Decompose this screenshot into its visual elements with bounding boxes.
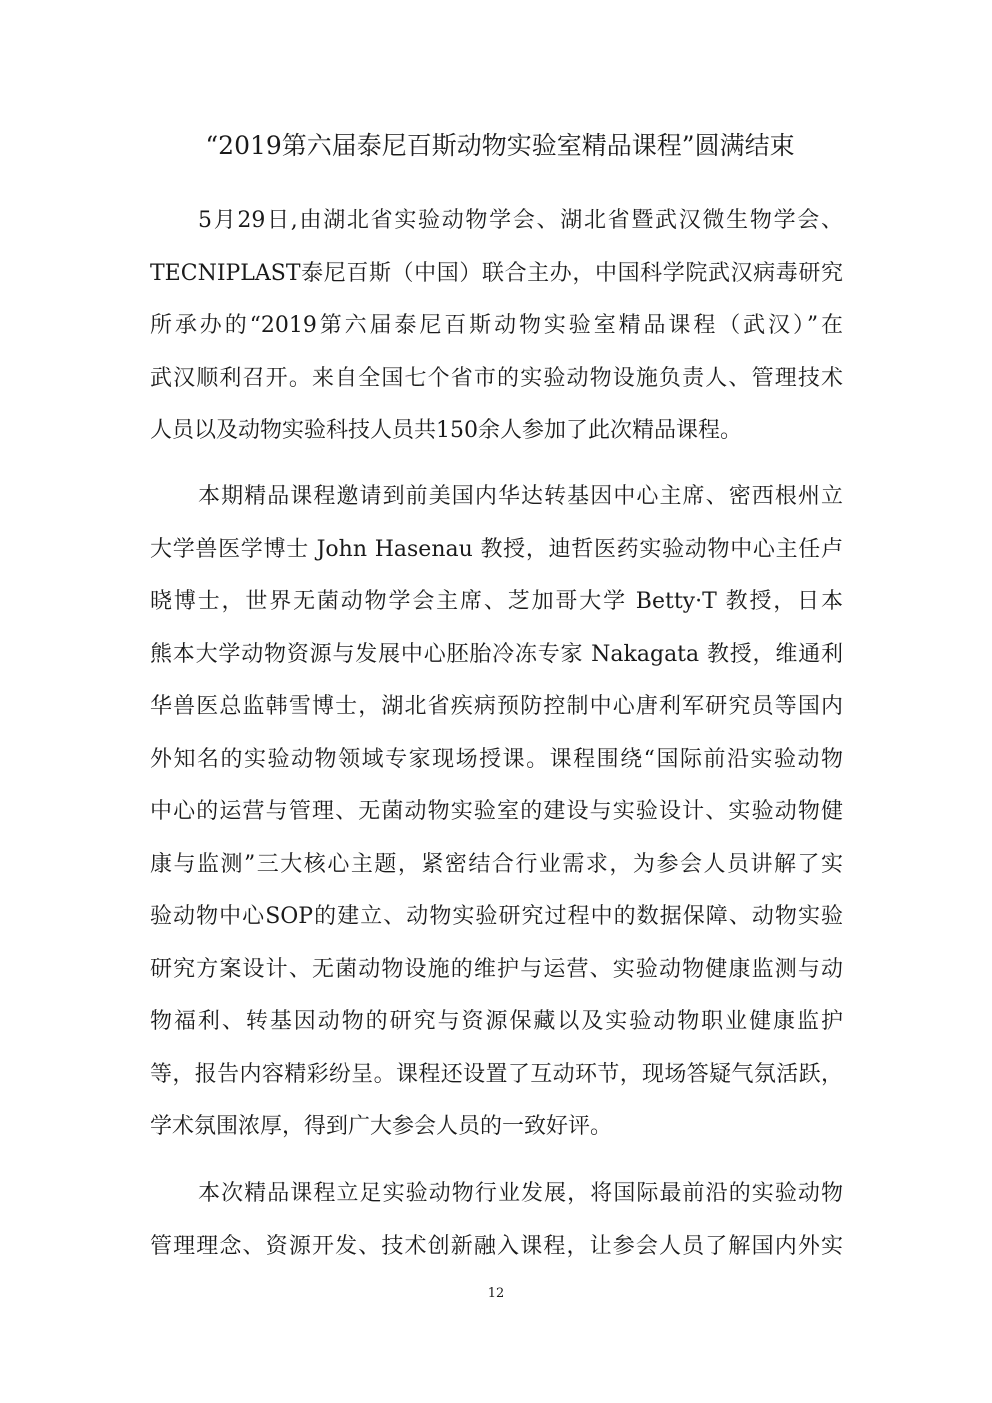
text-line: 等，报告内容精彩纷呈。课程还设置了互动环节，现场答疑气氛活跃， <box>150 1061 843 1087</box>
page-number: 12 <box>487 1286 505 1301</box>
text-line: 武汉顺利召开。来自全国七个省市的实验动物设施负责人、管理技术 <box>150 365 843 391</box>
text-line: 验动物中心SOP的建立、动物实验研究过程中的数据保障、动物实验 <box>150 904 843 929</box>
paragraph-2 <box>150 471 843 1154</box>
text-line: 康与监测”三大核心主题，紧密结合行业需求，为参会人员讲解了实 <box>150 851 843 877</box>
text-line: 本期精品课程邀请到前美国内华达转基因中心主席、密西根州立 <box>198 484 843 509</box>
paragraph-3 <box>150 1168 843 1273</box>
text-line: 人员以及动物实验科技人员共150余人参加了此次精品课程。 <box>150 418 742 443</box>
text-line: 外知名的实验动物领域专家现场授课。课程围绕“国际前沿实验动物 <box>150 746 843 772</box>
paragraph-1 <box>150 195 843 458</box>
text-line: 熊本大学动物资源与发展中心胚胎冷冻专家 Nakagata 教授，维通利 <box>150 641 843 667</box>
text-line: 本次精品课程立足实验动物行业发展，将国际最前沿的实验动物 <box>198 1181 843 1206</box>
text-line: 所承办的“2019第六届泰尼百斯动物实验室精品课程（武汉）”在 <box>150 313 843 338</box>
text-line: 大学兽医学博士 John Hasenau 教授，迪哲医药实验动物中心主任卢 <box>150 536 843 562</box>
text-line: 研究方案设计、无菌动物设施的维护与运营、实验动物健康监测与动 <box>150 956 843 982</box>
text-line: 华兽医总监韩雪博士，湖北省疾病预防控制中心唐利军研究员等国内 <box>150 694 843 719</box>
text-line: 中心的运营与管理、无菌动物实验室的建设与实验设计、实验动物健 <box>150 799 843 824</box>
text-line: 物福利、转基因动物的研究与资源保藏以及实验动物职业健康监护 <box>150 1009 843 1034</box>
document-title: “2019第六届泰尼百斯动物实验室精品课程”圆满结束 <box>205 131 795 160</box>
text-line: 晓博士，世界无菌动物学会主席、芝加哥大学 Betty·T 教授，日本 <box>150 589 843 614</box>
text-line: TECNIPLAST泰尼百斯（中国）联合主办，中国科学院武汉病毒研究 <box>150 260 843 286</box>
text-line: 学术氛围浓厚，得到广大参会人员的一致好评。 <box>150 1114 613 1139</box>
text-line: 管理理念、资源开发、技术创新融入课程，让参会人员了解国内外实 <box>150 1233 843 1259</box>
text-line: 5月29日,由湖北省实验动物学会、湖北省暨武汉微生物学会、 <box>198 208 843 233</box>
